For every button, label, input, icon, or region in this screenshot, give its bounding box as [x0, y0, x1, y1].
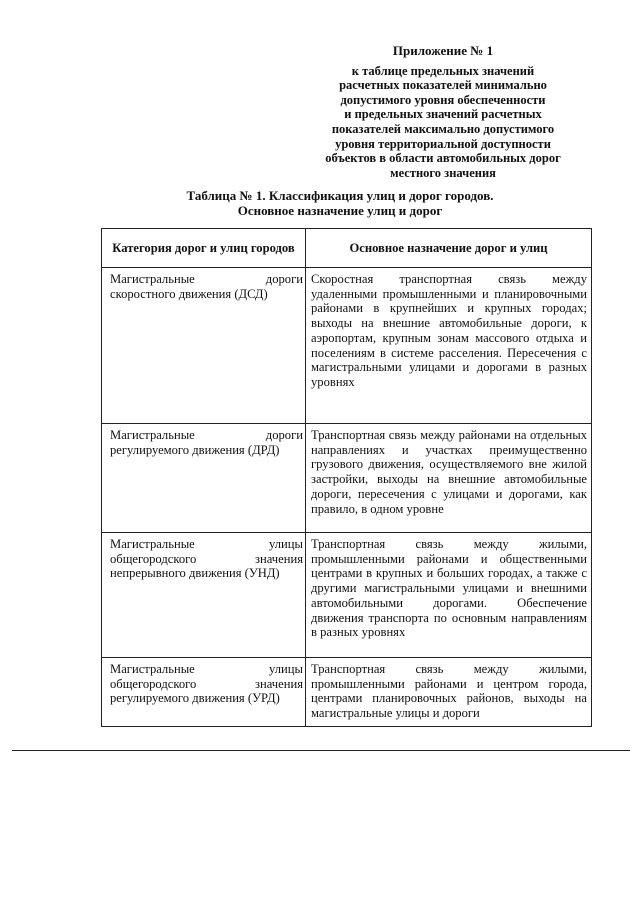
road-purpose-cell: Транспортная связь между районами на отдельных направлениях и участках преимущественно грузового движения, осуществляемого вне жилой застройки, выходы на внешние автомобильные дороги, пересечения с улицами и дорогами, как правило, в одном уровне [306, 424, 592, 533]
table-header-row [102, 229, 592, 268]
column-header-purpose: Основное назначение дорог и улиц [306, 229, 592, 268]
appendix-subtitle-line: местного значения [390, 165, 496, 180]
appendix-title: Приложение № 1 [392, 43, 494, 58]
table-row [102, 533, 592, 658]
road-category-cell: Магистральные дороги скоростного движения (ДСД) [102, 268, 306, 424]
column-header-category: Категория дорог и улиц городов [102, 229, 306, 268]
appendix-subtitle-line: объектов в области автомобильных дорог [325, 151, 561, 166]
appendix-subtitle-line: показателей максимально допустимого [331, 121, 555, 136]
table-row [102, 424, 592, 533]
road-purpose-cell: Скоростная транспортная связь между удаленными промышленными и планировочными районами в крупнейших и крупных городах; выходы на внешние автомобильные дороги, к аэропортам, крупным зонам массового отдыха и поселениям в системе расселения. Пересечения с магистральными улицами и дорогами в разных уровнях [306, 268, 592, 424]
appendix-subtitle-line: к таблице предельных значений [351, 63, 535, 78]
table-caption [140, 188, 540, 218]
table-caption-line-2: Основное назначение улиц и дорог [237, 203, 443, 218]
appendix-subtitle-line: уровня территориальной доступности [335, 136, 551, 151]
appendix-subtitle-line: допустимого уровня обеспеченности [340, 92, 546, 107]
appendix-header [288, 44, 598, 180]
road-category-cell: Магистральные улицы общегородского значения непрерывного движения (УНД) [102, 533, 306, 658]
table-caption-line-1: Таблица № 1. Классификация улиц и дорог городов. [186, 188, 494, 203]
road-classification-table [101, 228, 592, 727]
appendix-subtitle-line: расчетных показателей минимально [339, 78, 547, 93]
table-row [102, 268, 592, 424]
road-category-cell: Магистральные дороги регулируемого движения (ДРД) [102, 424, 306, 533]
appendix-subtitle-line: и предельных значений расчетных [344, 107, 542, 122]
road-category-cell: Магистральные улицы общегородского значения регулируемого движения (УРД) [102, 658, 306, 727]
table-row [102, 658, 592, 727]
road-purpose-cell: Транспортная связь между жилыми, промышленными районами и общественными центрами в крупных и больших городах, а также с другими магистральными улицами и внешними автомобильными дорогами. Обеспечение движения транспорта по основным направлениям в разных уровнях [306, 533, 592, 658]
road-purpose-cell: Транспортная связь между жилыми, промышленными районами и центром города, центрами планировочных районов, выходы на магистральные улицы и дороги [306, 658, 592, 727]
page-bottom-rule [12, 750, 630, 751]
